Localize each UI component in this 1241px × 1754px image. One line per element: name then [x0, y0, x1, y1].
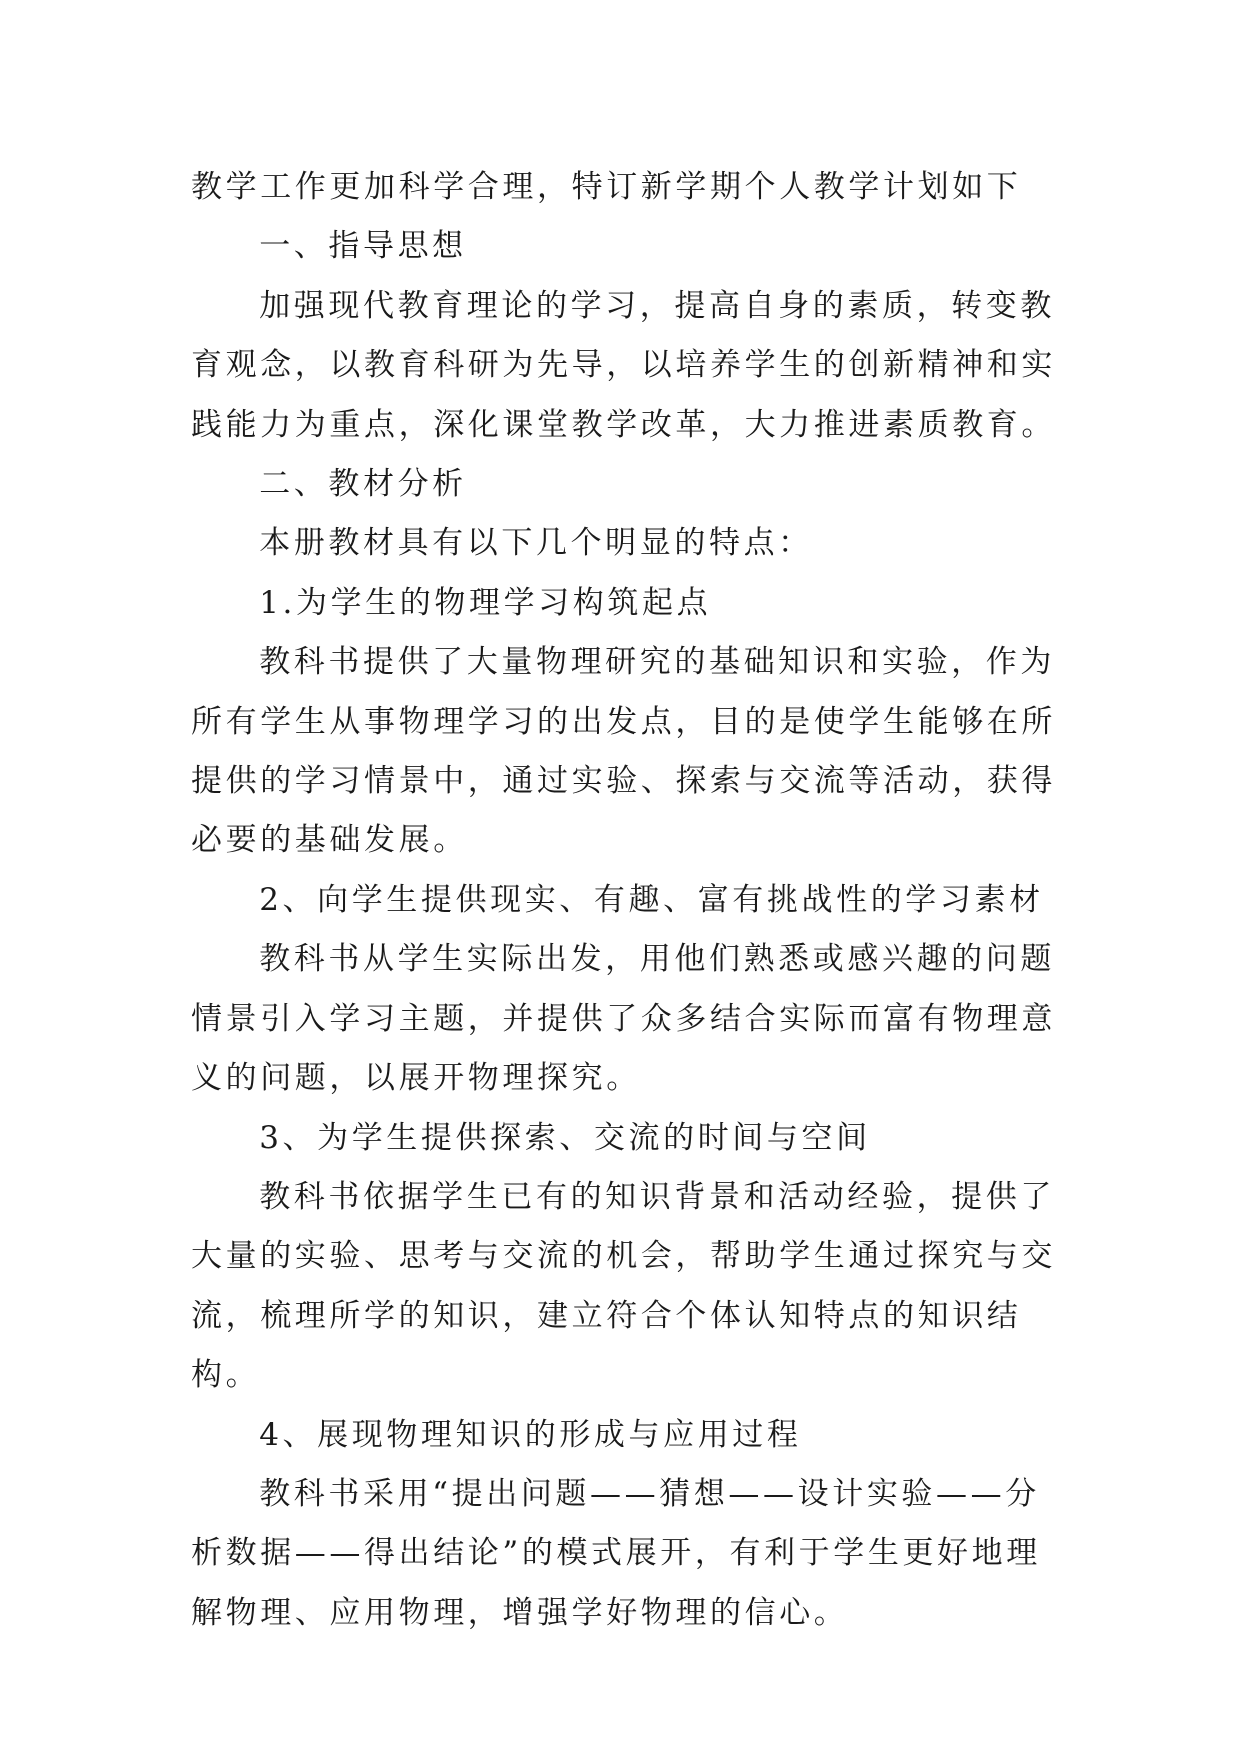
- paragraph-feature-1: 教科书提供了大量物理研究的基础知识和实验，作为所有学生从事物理学习的出发点，目的是使学生能够在所提供的学习情景中，通过实验、探索与交流等活动，获得必要的基础发展。: [191, 644, 1056, 859]
- paragraph-feature-3: 教科书依据学生已有的知识背景和活动经验，提供了大量的实验、思考与交流的机会，帮助学生通过探究与交流，梳理所学的知识，建立符合个体认知特点的知识结构。: [191, 1178, 1056, 1394]
- paragraph-feature-2: 教科书从学生实际出发，用他们熟悉或感兴趣的问题情景引入学习主题，并提供了众多结合实际而富有物理意义的问题，以展开物理探究。: [191, 941, 1056, 1097]
- subheading-feature-2: 2、向学生提供现实、有趣、富有挑战性的学习素材: [259, 881, 1044, 918]
- section-heading-guiding-thought: 一、指导思想: [259, 228, 467, 265]
- subheading-feature-1: 1.为学生的物理学习构筑起点: [259, 584, 712, 621]
- document-body: [191, 158, 1064, 1643]
- paragraph-feature-4: 教科书采用“提出问题——猜想——设计实验——分析数据——得出结论”的模式展开，有利于学生更好地理解物理、应用物理，增强学好物理的信心。: [191, 1475, 1041, 1631]
- section-heading-textbook-analysis: 二、教材分析: [259, 466, 467, 503]
- paragraph-guiding-thought: 加强现代教育理论的学习，提高自身的素质，转变教育观念，以教育科研为先导，以培养学生的创新精神和实践能力为重点，深化课堂教学改革，大力推进素质教育。: [191, 287, 1056, 443]
- subheading-feature-4: 4、展现物理知识的形成与应用过程: [259, 1416, 802, 1453]
- paragraph-continuation: 教学工作更加科学合理，特订新学期个人教学计划如下: [191, 169, 1022, 205]
- paragraph-textbook-features-intro: 本册教材具有以下几个明显的特点：: [259, 525, 813, 562]
- subheading-feature-3: 3、为学生提供探索、交流的时间与空间: [259, 1119, 871, 1156]
